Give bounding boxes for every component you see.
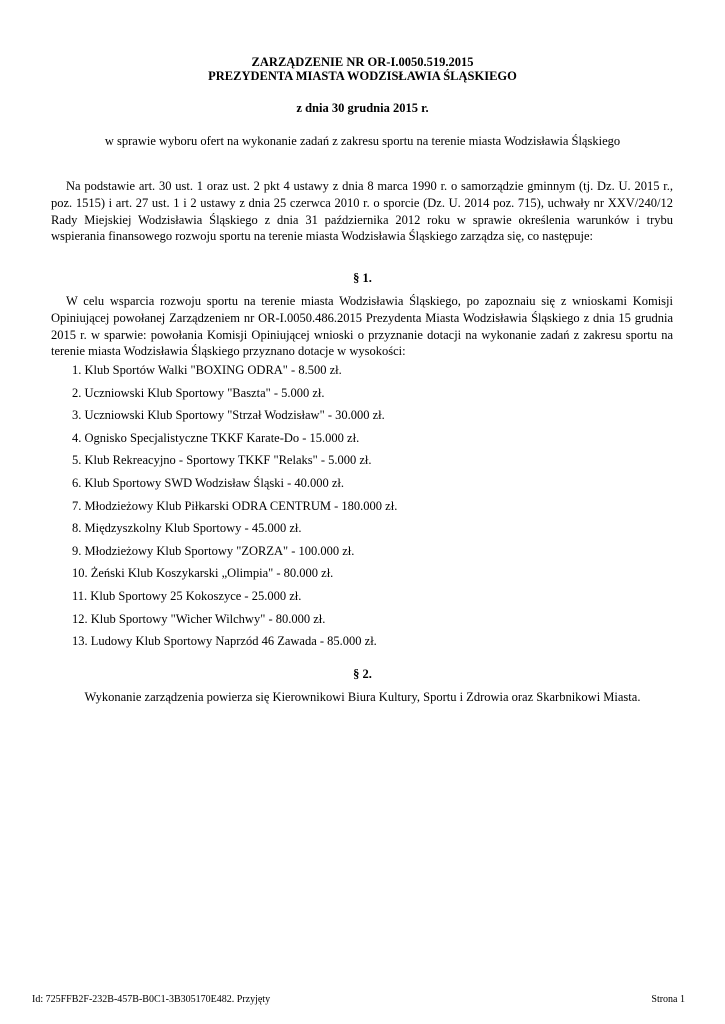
grant-list-item: 6. Klub Sportowy SWD Wodzisław Śląski - 40.000 zł. <box>72 475 345 490</box>
document-date: z dnia 30 grudnia 2015 r. <box>296 101 429 115</box>
grant-list-item: 7. Młodzieżowy Klub Piłkarski ODRA CENTRUM - 180.000 zł. <box>72 498 398 513</box>
grant-list-item: 10. Żeński Klub Koszykarski „Olimpia" - 80.000 zł. <box>72 566 334 581</box>
grant-list-item: 4. Ognisko Specjalistyczne TKKF Karate-Do - 15.000 zł. <box>72 430 360 445</box>
grant-list-item: 2. Uczniowski Klub Sportowy "Baszta" - 5.000 zł. <box>72 385 325 400</box>
footer-page-number: Strona 1 <box>651 994 685 1005</box>
grant-list <box>72 362 397 656</box>
document-title-line2: PREZYDENTA MIASTA WODZISŁAWIA ŚLĄSKIEGO <box>208 69 517 83</box>
grant-list-item: 12. Klub Sportowy "Wicher Wilchwy" - 80.000 zł. <box>72 611 326 626</box>
section-2-heading: § 2. <box>353 667 372 681</box>
document-title-line1: ZARZĄDZENIE NR OR-I.0050.519.2015 <box>251 55 474 69</box>
footer-document-id: Id: 725FFB2F-232B-457B-B0C1-3B305170E482. Przyjęty <box>32 994 271 1005</box>
grant-list-item: 5. Klub Rekreacyjno - Sportowy TKKF "Relaks" - 5.000 zł. <box>72 453 372 468</box>
section-1-paragraph: W celu wsparcia rozwoju sportu na terenie miasta Wodzisławia Śląskiego, po zapoznaiu się z wnioskami Komisji Opiniującej powołanej Zarządzeniem nr OR-I.0050.486.2015 Prezydenta Miasta Wodzisławia Śląskiego z dnia 15 grudnia 2015 r. w sparwie: powołania Komisji Opiniującej wnioski o przyznanie dotacji na wykonanie zadań z zakresu sportu na terenie miasta Wodzisławia Śląskiego przyznano dotacje w wysokości: <box>51 294 673 359</box>
grant-list-item: 3. Uczniowski Klub Sportowy "Strzał Wodzisław" - 30.000 zł. <box>72 408 385 423</box>
grant-list-item: 13. Ludowy Klub Sportowy Naprzód 46 Zawada - 85.000 zł. <box>72 634 377 649</box>
section-2-paragraph: Wykonanie zarządzenia powierza się Kierownikowi Biura Kultury, Sportu i Zdrowia oraz Skarbnikowi Miasta. <box>84 690 641 704</box>
grant-list-item: 11. Klub Sportowy 25 Kokoszyce - 25.000 zł. <box>72 588 302 603</box>
document-subject: w sprawie wyboru ofert na wykonanie zadań z zakresu sportu na terenie miasta Wodzisławia Śląskiego <box>104 134 621 148</box>
grant-list-item: 1. Klub Sportów Walki "BOXING ODRA" - 8.500 zł. <box>72 363 342 377</box>
section-1-heading: § 1. <box>353 271 372 285</box>
grant-list-item: 9. Młodzieżowy Klub Sportowy "ZORZA" - 100.000 zł. <box>72 543 355 558</box>
preamble-paragraph: Na podstawie art. 30 ust. 1 oraz ust. 2 pkt 4 ustawy z dnia 8 marca 1990 r. o samorządzie gminnym (tj. Dz. U. 2015 r., poz. 1515) i art. 27 ust. 1 i 2 ustawy z dnia 25 czerwca 2010 r. o sporcie (Dz. U. 2014 poz. 715), uchwały nr XXV/240/12 Rady Miejskiej Wodzisławia Śląskiego z dnia 31 października 2012 roku w sprawie określenia warunków i trybu wspierania finansowego rozwoju sportu na terenie miasta Wodzisławia Śląskiego zarządza się, co następuje: <box>51 179 673 244</box>
grant-list-item: 8. Międzyszkolny Klub Sportowy - 45.000 zł. <box>72 521 302 536</box>
